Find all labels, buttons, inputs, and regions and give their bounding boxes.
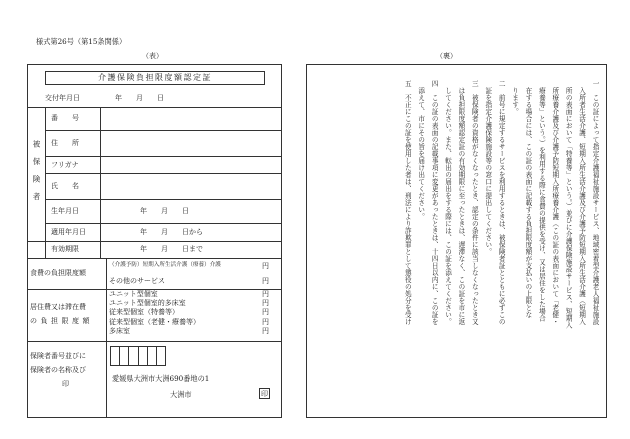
food-item-other-unit: 円 xyxy=(262,277,269,285)
name-label: 氏 名 xyxy=(51,182,79,190)
issue-date-value: 年 月 日 xyxy=(115,94,164,102)
insurer-label-2: 保険者の名称及び xyxy=(30,366,86,374)
note-line: 一 この証によって指定介護福祉施設サービス、地域密着型介護老人福祉施設 xyxy=(591,80,599,325)
note-line: 五 不正にこの証を使用した者は、刑法により詐欺罪として懲役の処分を受け xyxy=(403,80,412,325)
note-line: 在する場合には、この証の表面に記載する負担限度額が支払いの上限とな xyxy=(523,87,532,318)
expiry-label: 有効期限 xyxy=(51,245,79,253)
residence-item-unit-private: ユニット型個室 xyxy=(109,290,158,298)
expiry-value: 年 月 日まで xyxy=(140,245,203,253)
birth-label: 生年月日 xyxy=(51,207,79,215)
food-item-other: その他のサービス xyxy=(109,277,165,285)
food-item-short-stay: （介護予防）短期入所生活介護（療養）介護 xyxy=(109,262,221,268)
page-title: 介護保険負担限度額認定証 xyxy=(98,73,212,82)
front-label: （表） xyxy=(142,52,163,60)
food-item-short-stay-unit: 円 xyxy=(262,262,269,270)
note-line: 三 被保険者の資格がなくなったとき、認定の条件に該当しなくなったとき又 xyxy=(470,80,479,325)
note-line: は負担限度額認定証の有効期限に至ったときは、遅滞なく、この証を市に返 xyxy=(456,87,465,325)
insurer-label-1: 保険者番号並びに xyxy=(30,352,86,360)
back-notes xyxy=(400,80,601,410)
note-line: 療養等」という。）を利用する際に食費の提供を受け、又は居住をした場合 xyxy=(537,87,546,322)
insurer-number-digit xyxy=(129,347,138,365)
apply-value: 年 月 日から xyxy=(140,228,203,236)
issue-date-label: 交付年月日 xyxy=(45,94,80,102)
note-line: 所療養介護及び介護予防短期入所療養介護（この証の表面において「老健・ xyxy=(550,87,559,325)
residence-item-multi: 多床室 xyxy=(109,327,130,335)
insurer-address: 愛媛県大洲市大洲690番地の1 xyxy=(112,374,210,383)
residence-item-trad-health: 従来型個室（老健・療養等） xyxy=(109,318,200,326)
note-line: 添えて、市にその旨を届け出てください。 xyxy=(416,87,425,220)
residence-unit-3: 円 xyxy=(262,308,269,316)
seal-mark: 印 xyxy=(261,389,268,398)
furigana-label: フリガナ xyxy=(51,161,79,169)
residence-unit-4: 円 xyxy=(262,318,269,326)
insurer-number-boxes xyxy=(110,346,166,366)
residence-unit-1: 円 xyxy=(262,290,269,298)
residence-unit-5: 円 xyxy=(262,327,269,335)
apply-label: 適用年月日 xyxy=(51,228,86,236)
insurer-number-digit xyxy=(148,347,157,365)
note-line: 入所者生活介護、短期入所生活介護及び介護予防短期入所生活介護（短期入 xyxy=(577,87,586,325)
residence-item-trad-special: 従来型個室（特養等） xyxy=(109,308,179,316)
number-label: 番 号 xyxy=(51,114,79,122)
form-number: 様式第26号（第15条関係） xyxy=(36,37,127,46)
insurer-number-digit xyxy=(111,347,120,365)
back-label: （裏） xyxy=(436,52,457,60)
note-line: 四 この証の表面の記載事項に変更があったときは、十四日以内に、この証を xyxy=(430,80,439,325)
insurer-number-digit xyxy=(120,347,129,365)
insurer-name: 大洲市 xyxy=(170,390,192,399)
insurer-label-3: 印 xyxy=(62,380,69,388)
note-line: 二 前号に規定するサービスを利用するときは、被保険者証とともに必ずこの xyxy=(497,80,506,325)
note-line: 証を指定介護保険施設等の窓口に提出してください。 xyxy=(483,87,492,255)
insured-label: 被保険者 xyxy=(32,140,41,210)
address-label: 住 所 xyxy=(51,139,79,147)
insurer-seal xyxy=(259,388,270,399)
residence-cost-label-1: 居住費又は滞在費 xyxy=(30,303,86,311)
residence-cost-label-2: の負担限度額 xyxy=(30,317,93,325)
insurer-number-digit xyxy=(139,347,148,365)
note-line: ります。 xyxy=(510,87,519,115)
residence-item-unit-semi: ユニット型個室的多床室 xyxy=(109,299,186,307)
residence-unit-2: 円 xyxy=(262,299,269,307)
food-cost-label: 食費の負担限度額 xyxy=(30,269,86,277)
note-line: してください。また、転出の届出をする際には、この証を添えてください。 xyxy=(443,87,452,325)
note-line: 所の表面において「特養等」という。）並びに介護保険施設サービス、短期入 xyxy=(564,87,573,329)
birth-value: 年 月 日 xyxy=(140,207,189,215)
insurer-number-digit xyxy=(157,347,165,365)
